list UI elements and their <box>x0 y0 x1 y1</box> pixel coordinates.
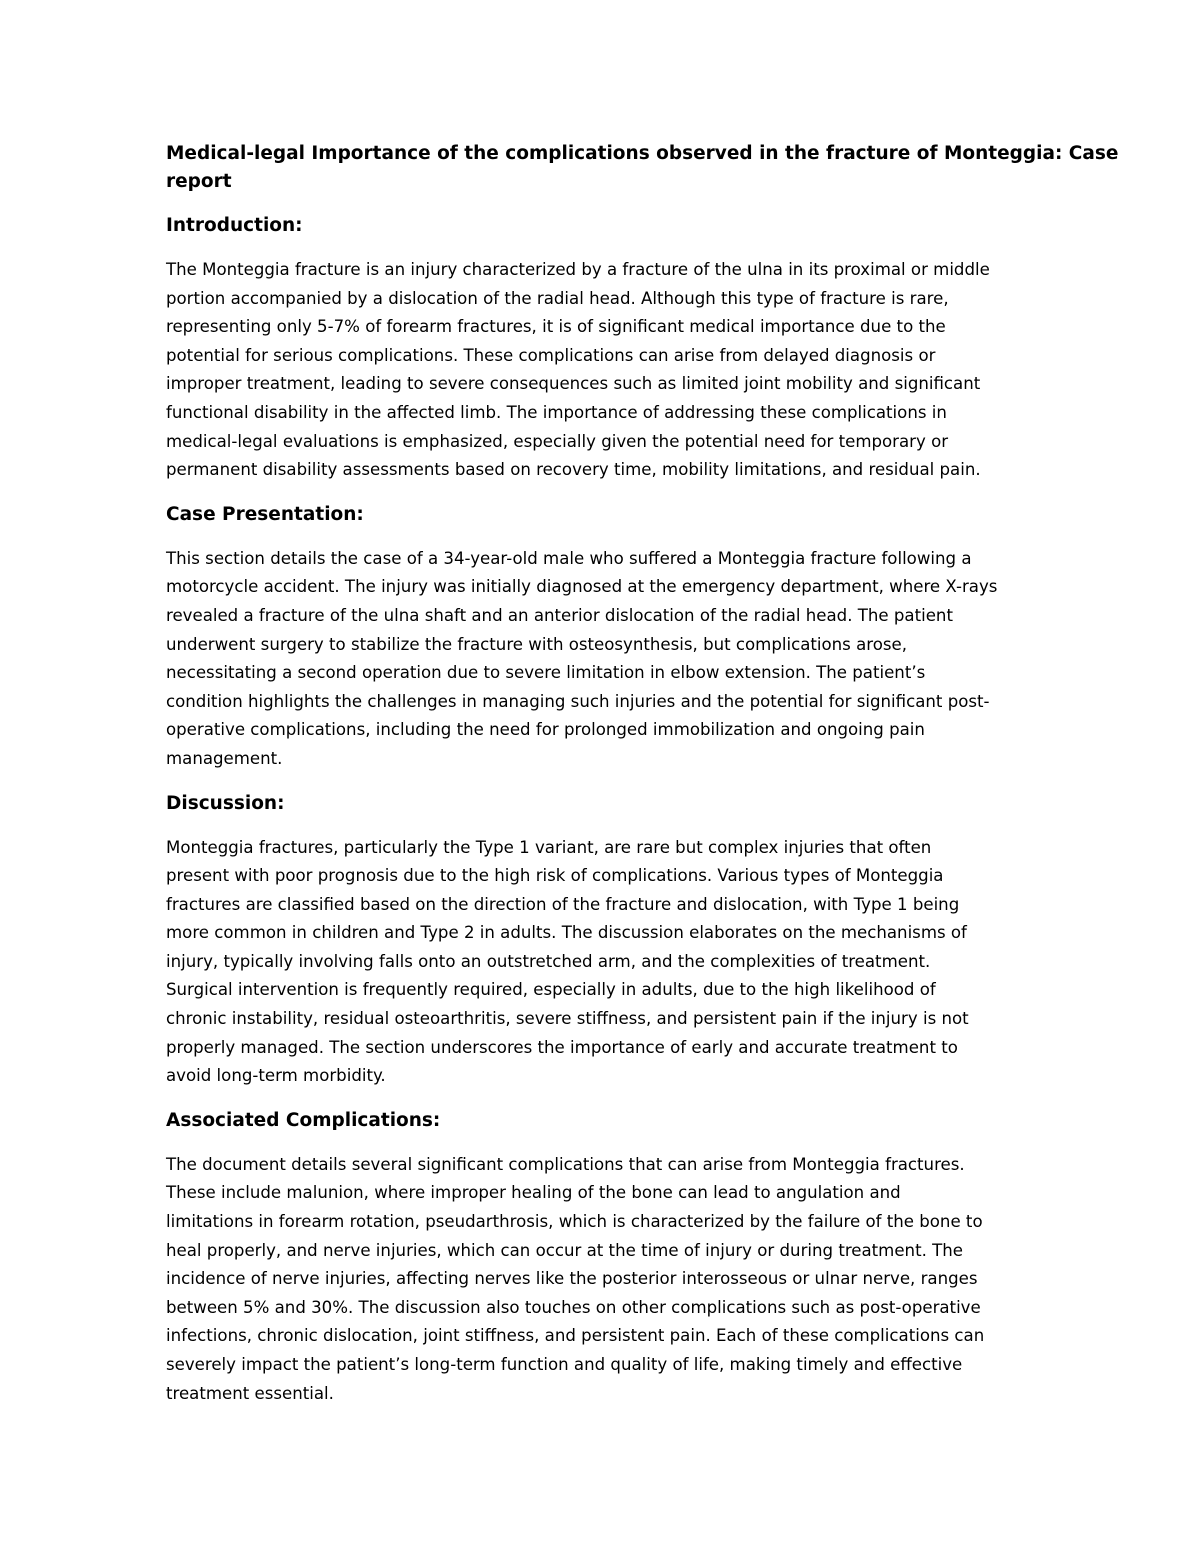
text-line: operative complications, including the need for prolonged immobilization and ongoing pain <box>166 720 925 740</box>
text-line: limitations in forearm rotation, pseudarthrosis, which is characterized by the failure of the bone to <box>166 1212 983 1232</box>
section-body-associated-complications <box>166 1151 1038 1408</box>
text-line: heal properly, and nerve injuries, which can occur at the time of injury or during treatment. The <box>166 1240 963 1260</box>
title-line: report <box>166 171 232 192</box>
text-line: incidence of nerve injuries, affecting nerves like the posterior interosseous or ulnar nerve, ranges <box>166 1269 978 1289</box>
text-line: more common in children and Type 2 in adults. The discussion elaborates on the mechanisms of <box>166 923 967 943</box>
text-line: motorcycle accident. The injury was initially diagnosed at the emergency department, where X-rays <box>166 577 998 597</box>
text-line: between 5% and 30%. The discussion also touches on other complications such as post-operative <box>166 1297 981 1317</box>
section-heading-associated-complications: Associated Complications: <box>166 1109 441 1131</box>
text-line: properly managed. The section underscores the importance of early and accurate treatment to <box>166 1037 958 1057</box>
text-line: permanent disability assessments based on recovery time, mobility limitations, and residual pain. <box>166 460 981 480</box>
text-line: The Monteggia fracture is an injury characterized by a fracture of the ulna in its proximal or middle <box>166 260 990 279</box>
text-line: revealed a fracture of the ulna shaft and an anterior dislocation of the radial head. The patient <box>166 605 953 625</box>
section-body-introduction <box>166 256 1038 485</box>
text-line: necessitating a second operation due to severe limitation in elbow extension. The patient’s <box>166 663 926 683</box>
text-line: functional disability in the affected limb. The importance of addressing these complications in <box>166 402 947 422</box>
text-line: infections, chronic dislocation, joint stiffness, and persistent pain. Each of these complications can <box>166 1326 985 1346</box>
section-heading-case-presentation: Case Presentation: <box>166 503 364 525</box>
text-line: medical-legal evaluations is emphasized, especially given the potential need for temporary or <box>166 431 949 451</box>
document-page <box>166 140 1119 1424</box>
text-line: present with poor prognosis due to the high risk of complications. Various types of Monteggia <box>166 866 944 886</box>
section-body-case-presentation <box>166 545 1038 774</box>
title-line: Medical-legal Importance of the complications observed in the fracture of Monteggia: Case <box>166 143 1119 164</box>
text-line: improper treatment, leading to severe consequences such as limited joint mobility and significant <box>166 374 981 394</box>
text-line: portion accompanied by a dislocation of the radial head. Although this type of fracture is rare, <box>166 288 949 308</box>
document-title <box>166 140 1119 196</box>
text-line: chronic instability, residual osteoarthritis, severe stiffness, and persistent pain if the injury is not <box>166 1009 969 1029</box>
text-line: representing only 5-7% of forearm fractures, it is of significant medical importance due to the <box>166 317 946 337</box>
text-line: These include malunion, where improper healing of the bone can lead to angulation and <box>166 1183 901 1203</box>
text-line: Monteggia fractures, particularly the Type 1 variant, are rare but complex injuries that often <box>166 837 932 857</box>
section-body-discussion <box>166 834 1038 1091</box>
text-line: The document details several significant complications that can arise from Monteggia fractures. <box>166 1154 965 1174</box>
text-line: This section details the case of a 34-year-old male who suffered a Monteggia fracture following a <box>166 548 972 568</box>
text-line: avoid long-term morbidity. <box>166 1066 386 1086</box>
text-line: Surgical intervention is frequently required, especially in adults, due to the high likelihood of <box>166 980 936 1000</box>
section-heading-introduction: Introduction: <box>166 215 303 236</box>
text-line: severely impact the patient’s long-term function and quality of life, making timely and effective <box>166 1355 963 1374</box>
section-heading-discussion: Discussion: <box>166 792 285 814</box>
text-line: condition highlights the challenges in managing such injuries and the potential for significant post- <box>166 691 990 711</box>
text-line: injury, typically involving falls onto an outstretched arm, and the complexities of treatment. <box>166 951 931 971</box>
text-line: treatment essential. <box>166 1383 334 1403</box>
text-line: potential for serious complications. These complications can arise from delayed diagnosis or <box>166 345 936 365</box>
text-line: management. <box>166 748 283 768</box>
text-line: underwent surgery to stabilize the fracture with osteosynthesis, but complications arose, <box>166 634 908 654</box>
text-line: fractures are classified based on the direction of the fracture and dislocation, with Type 1 being <box>166 894 960 914</box>
